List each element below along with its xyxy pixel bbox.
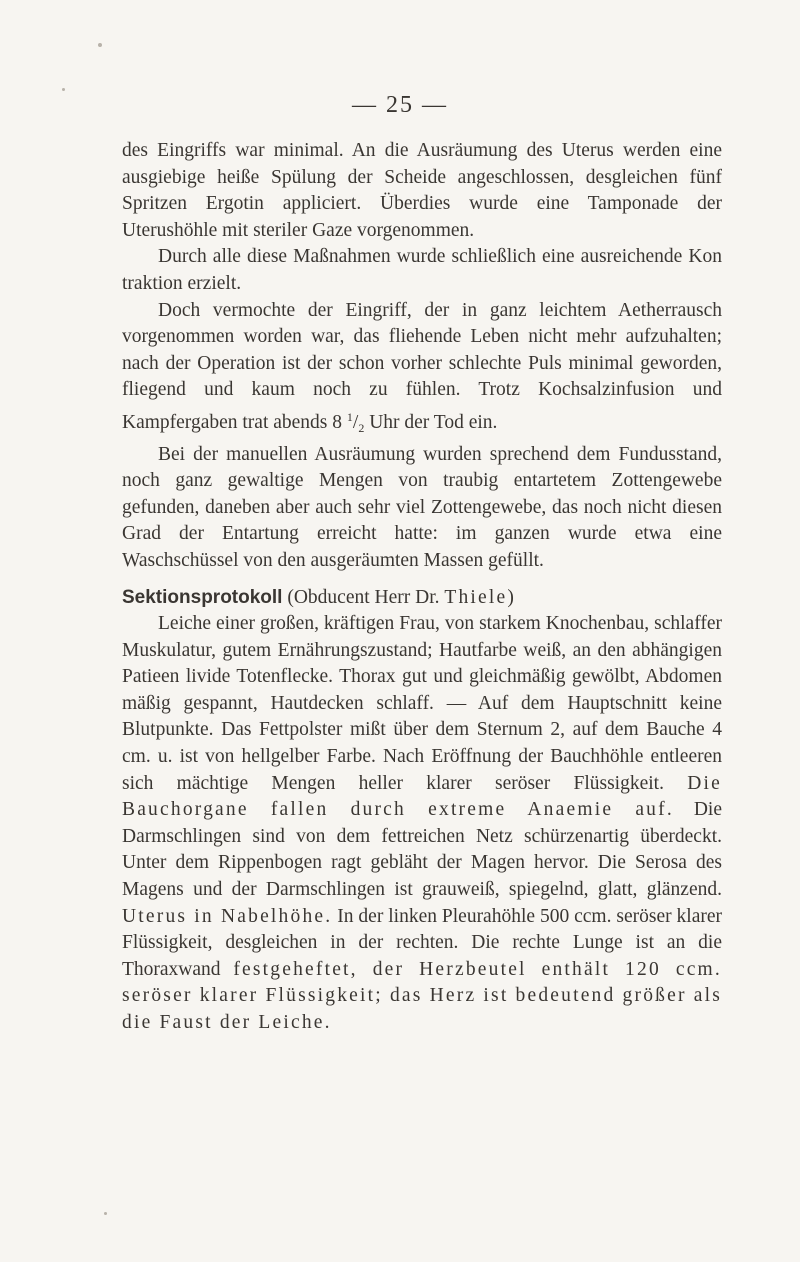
section-heading-meta-a: (Obducent Herr Dr.: [282, 586, 445, 608]
paragraph-5-text-a: Leiche einer großen, kräftigen Frau, von starkem Knochenbau, schlaffer Muskulatur, gutem Ernährungszustand; Hautfarbe weiß, an den abhängigen Patieen livide Totenflecke. Thorax gut und gleichmäßig gewölbt, Abdomen mäßig gespannt, Hautdecken schlaff. — Auf dem Hauptschnitt keine Blutpunkte. Das Fettpolster mißt über dem Sternum 2, auf dem Bauche 4 cm. u. ist von hellgelber Farbe. Nach Eröffnung der Bauchhöhle entleeren sich mächtige Mengen heller klarer seröser Flüssigkeit.: [122, 613, 722, 794]
section-heading: [122, 585, 722, 612]
paragraph-5-spaced-3: festgeheftet, der Herzbeutel enthält 120 ccm. seröser klarer Flüssigkeit; das Herz ist bedeutend größer als die Faust der Leiche.: [122, 958, 722, 1033]
paragraph-4: Bei der manuellen Ausräumung wurden sprechend dem Fundusstand, noch ganz gewaltige Mengen von traubig entartetem Zottengewebe gefunden, daneben aber auch sehr viel Zottengewebe, das noch nicht diesen Grad der Entartung erreicht hatte: im ganzen wurde etwa eine Waschschüssel von den ausgeräumten Massen gefüllt.: [122, 443, 722, 571]
fraction-slash: /: [352, 411, 359, 433]
fraction-denominator: 2: [358, 420, 365, 435]
fraction-numerator: 1: [346, 409, 353, 424]
paragraph-5-spaced-1: Die Bauchorgane fallen durch extreme Anaemie auf.: [122, 772, 722, 821]
section-heading-meta-b: ): [507, 586, 514, 608]
section-heading-title: Sektionsprotokoll: [122, 586, 283, 608]
paper-speck: [62, 88, 65, 91]
paragraph-5-spaced-2: Uterus in Nabelhöhe.: [122, 905, 333, 927]
paper-speck: [98, 43, 102, 47]
page-number: — 25 —: [352, 92, 448, 118]
paragraph-5-text-b: Die Darmschlingen sind von dem fettreichen Netz schürzenartig überdeckt. Unter dem Rippenbogen ragt gebläht der Magen hervor. Die Serosa des Magens und der Darmschlingen ist grauweiß, spiegelnd, glatt, glänzend.: [122, 799, 723, 901]
section-heading-name: Thiele: [444, 586, 508, 608]
paragraph-5-text-c: In der linken Pleurahöhle 500 ccm. seröser klarer Flüssigkeit, desgleichen in der rechten. Die rechte Lunge ist an die Thoraxwand: [122, 905, 722, 980]
paragraph-3-text-b: Uhr der Tod ein.: [364, 411, 498, 433]
paragraph-5: [122, 611, 722, 1037]
paragraph-2: Durch alle diese Maßnahmen wurde schließlich eine ausreichende Kon traktion erzielt.: [122, 246, 722, 294]
body-text: [122, 138, 722, 1037]
paragraph-3: [122, 298, 722, 442]
paragraph-3-text-a: Doch vermochte der Eingriff, der in ganz leichtem Aetherrausch vorgenommen worden war, das fliehende Leben nicht mehr aufzuhalten; nach der Operation ist der schon vorher schlechte Puls minimal geworden, fliegend und kaum noch zu fühlen. Trotz Kochsalzinfusion und Kampfergaben trat abends 8: [122, 299, 722, 433]
paragraph-1: des Eingriffs war minimal. An die Ausräumung des Uterus werden eine ausgiebige heiße Spülung der Scheide angeschlossen, desgleichen fünf Spritzen Ergotin appliciert. Überdies wurde eine Tamponade der Uterushöhle mit steriler Gaze vorgenommen.: [122, 140, 722, 241]
paper-speck: [104, 1212, 107, 1215]
